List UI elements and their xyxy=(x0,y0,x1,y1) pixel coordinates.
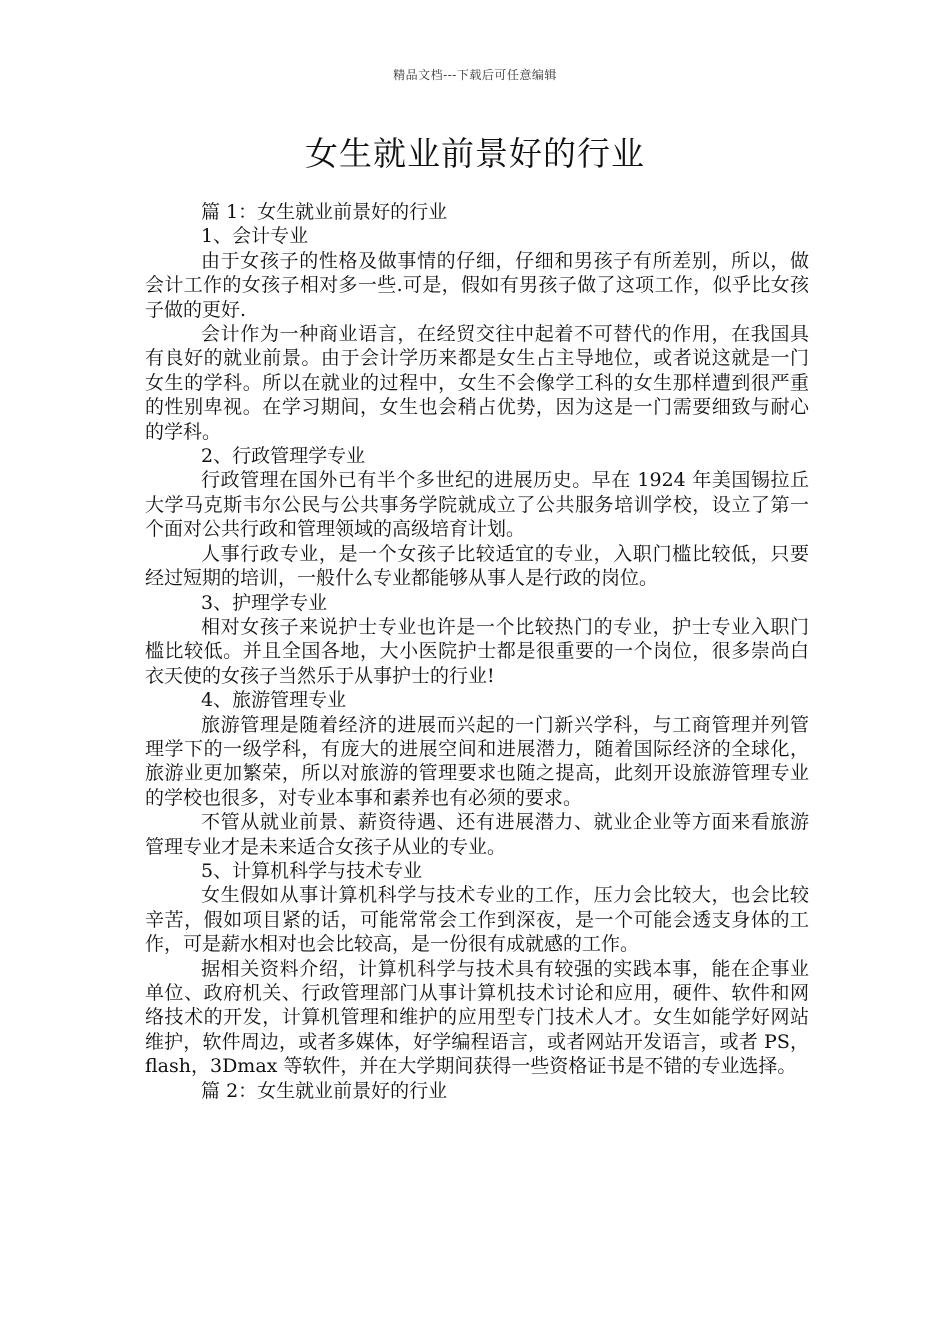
paragraph: 会计作为一种商业语言，在经贸交往中起着不可替代的作用，在我国具有良好的就业前景。由于会计学历来都是女生占主导地位，或者说这就是一门女生的学科。所以在就业的过程中，女生不会像学工科的女生那样遭到很严重的性别卑视。在学习期间，女生也会稍占优势，因为这是一门需要细致与耐心的学科。 xyxy=(145,323,809,443)
section-heading: 篇 2：女生就业前景好的行业 xyxy=(201,1079,448,1102)
paragraph: 女生假如从事计算机科学与技术专业的工作，压力会比较大，也会比较辛苦，假如项目紧的话，可能常常会工作到深夜，是一个可能会透支身体的工作，可是薪水相对也会比较高，是一份很有成就感的工作。 xyxy=(145,884,809,956)
paragraph: 相对女孩子来说护士专业也许是一个比较热门的专业，护士专业入职门槛比较低。并且全国各地，大小医院护士都是很重要的一个岗位，很多崇尚白衣天使的女孩子当然乐于从事护士的行业! xyxy=(145,615,809,687)
paragraph: 据相关资料介绍，计算机科学与技术具有较强的实践本事，能在企事业单位、政府机关、行政管理部门从事计算机技术讨论和应用，硬件、软件和网络技术的开发，计算机管理和维护的应用型专门技术人才。女生如能学好网站维护，软件周边，或者多媒体，好学编程语言，或者网站开发语言，或者 PS，flash，3Dmax 等软件，并在大学期间获得一些资格证书是不错的专业选择。 xyxy=(145,957,809,1078)
paragraph: 不管从就业前景、薪资待遇、还有进展潜力、就业企业等方面来看旅游管理专业才是未来适合女孩子从业的专业。 xyxy=(145,811,809,858)
paragraph: 旅游管理是随着经济的进展而兴起的一门新兴学科，与工商管理并列管理学下的一级学科，有庞大的进展空间和进展潜力，随着国际经济的全球化，旅游业更加繁荣，所以对旅游的管理要求也随之提高，此刻开设旅游管理专业的学校也很多，对专业本事和素养也有必须的要求。 xyxy=(145,713,809,809)
document-body xyxy=(145,200,809,1103)
subsection-heading: 5、计算机科学与技术专业 xyxy=(201,859,423,882)
paragraph: 行政管理在国外已有半个多世纪的进展历史。早在 1924 年美国锡拉丘大学马克斯韦尔公民与公共事务学院就成立了公共服务培训学校，设立了第一个面对公共行政和管理领域的高级培育计划。 xyxy=(145,469,809,541)
subsection-heading: 1、会计专业 xyxy=(201,225,309,248)
section-heading: 篇 1：女生就业前景好的行业 xyxy=(201,201,448,223)
header-note: 精品文档---下载后可任意编辑 xyxy=(393,68,557,82)
subsection-heading: 4、旅游管理专业 xyxy=(201,689,347,712)
paragraph: 人事行政专业，是一个女孩子比较适宜的专业，入职门槛比较低，只要经过短期的培训，一般什么专业都能够从事人是行政的岗位。 xyxy=(145,542,809,590)
subsection-heading: 2、行政管理学专业 xyxy=(201,445,366,468)
document-title: 女生就业前景好的行业 xyxy=(305,134,645,173)
paragraph: 由于女孩子的性格及做事情的仔细，仔细和男孩子有所差别，所以，做会计工作的女孩子相对多一些.可是，假如有男孩子做了这项工作，似乎比女孩子做的更好. xyxy=(145,249,809,321)
subsection-heading: 3、护理学专业 xyxy=(201,591,328,614)
